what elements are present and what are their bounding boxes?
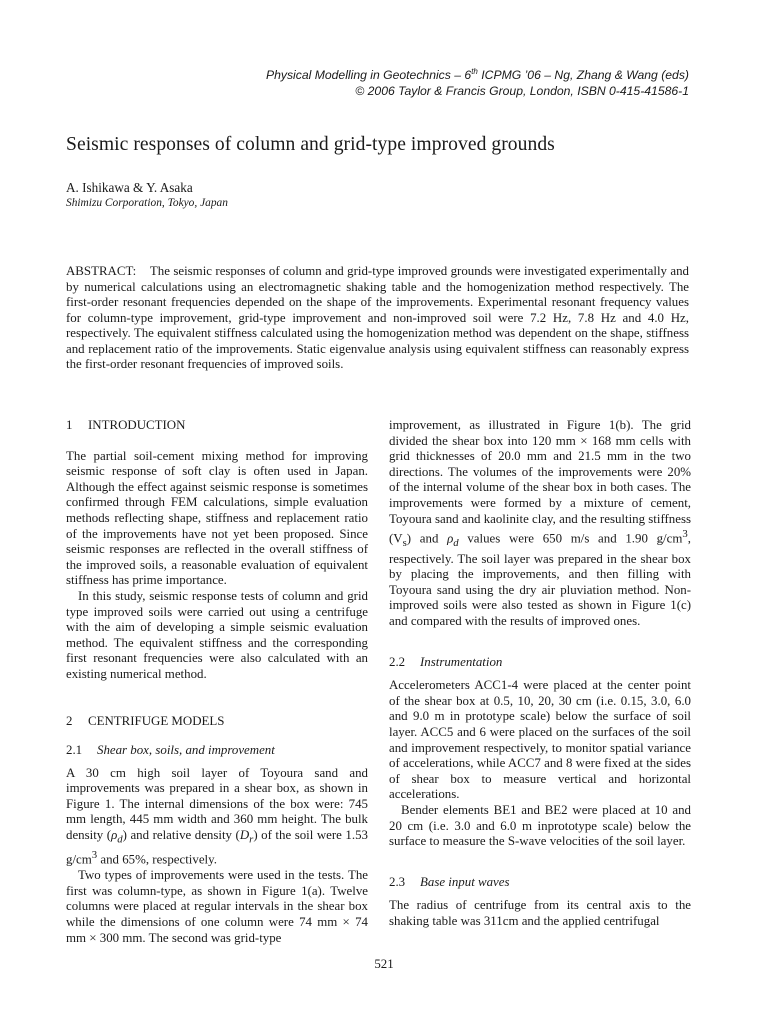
running-header (266, 64, 689, 99)
intro-paragraph-1: The partial soil-cement mixing method for improving seismic response of soft clay is often used in Japan. Although the effect against seismic response is sometimes confirmed through FEM calculations, simple evaluation methods reflecting shape, stiffness and replacement ratio of the improvements have not yet been proposed. Since seismic responses are reflected in the overall stiffness of the improved soils, a reasonable evaluation of equivalent stiffness has prime importance. (66, 448, 368, 588)
abstract-text: The seismic responses of column and grid-type improved grounds were investigated experimentally and by numerical calculations using an electromagnetic shaking table and the homogenization method respectively. The first-order resonant frequencies depended on the shape of the improvements. Experimental resonant frequency values for column-type improvement, grid-type improvement and non-improved soil were 7.2 Hz, 7.8 Hz and 4.0 Hz, respectively. The equivalent stiffness calculated using the homogenization method was dependent on the shape, stiffness and replacement ratio of the improvements. Static eigenvalue analysis using equivalent stiffness can reasonably express the first-order resonant frequencies of improved soils. (66, 264, 689, 371)
subsection-heading-base-input-waves: 2.3 Base input waves (389, 874, 510, 889)
paper-authors: A. Ishikawa & Y. Asaka (66, 180, 193, 195)
abstract (66, 264, 689, 373)
subsection-heading-shear-box: 2.1 Shear box, soils, and improvement (66, 743, 275, 758)
author-affiliation: Shimizu Corporation, Tokyo, Japan (66, 197, 228, 209)
instrumentation-paragraph-1: Accelerometers ACC1-4 were placed at the center point of the shear box at 0.5, 10, 20, 30 cm (i.e. 0.15, 3.0, 6.0 and 9.0 m in prototype scale) below the surface of soil layer. ACC5 and 6 were placed on the surfaces of the soil and improvement respectively, to monitor spatial variance of accelerations, while ACC7 and 8 were fixed at the sides of shear box to measure vertical and horizontal accelerations. (389, 678, 691, 802)
instrumentation-paragraph-2: Bender elements BE1 and BE2 were placed at 10 and 20 cm (i.e. 3.0 and 6.0 m inprototype scale) below the surface to measure the S-wave velocities of the soil layer. (389, 802, 691, 849)
shear-box-paragraph-1: A 30 cm high soil layer of Toyoura sand and improvements was prepared in a shear box, as shown in Figure 1. The internal dimensions of the box were: 745 mm length, 445 mm width and 360 mm height. The bulk density $(\rho_d)$ and relative density $(D_r)$ of the soil were 1.53 $g/cm^3$ and 65%, respectively. (66, 765, 368, 867)
base-input-waves-paragraph: The radius of centrifuge from its central axis to the shaking table was 311cm and the applied centrifugal (389, 898, 691, 928)
section-heading-centrifuge-models: 2 CENTRIFUGE MODELS (66, 713, 225, 728)
improvement-paragraph: improvement, as illustrated in Figure 1(b). The grid divided the shear box into 120 mm × 168 mm cells with grid thicknesses of 20.0 mm and 21.5 mm in the two directions. The volumes of the improvements were 20% of the internal volume of the shear box in both cases. The improvements were formed by a mixture of cement, Toyoura sand and kaolinite clay, and the resulting stiffness $(V_s)$ and $\rho_d$ values were 650 m/s and 1.90 $g/cm^3$, respectively. The soil layer was prepared in the shear box by placing the improvements, and then filling with Toyoura sand using the dry air pluviation method. Non-improved soils were also tested as shown in Figure 1(c) and compared with the results of improved ones. (389, 418, 691, 628)
left-column (66, 418, 368, 946)
abstract-label: ABSTRACT: (66, 264, 137, 278)
header-copyright-line: © 2006 Taylor & Francis Group, London, ISBN 0-415-41586-1 (355, 83, 689, 98)
right-column (389, 418, 691, 930)
header-proceedings-line: Physical Modelling in Geotechnics – 6th ICPMG ’06 – Ng, Zhang & Wang (eds) (265, 67, 689, 83)
page-number: 521 (374, 957, 394, 971)
shear-box-paragraph-2: Two types of improvements were used in the tests. The first was column-type, as shown in Figure 1(a). Twelve columns were placed at regular intervals in the shear box while the dimensions of one column were 74 mm × 74 mm × 300 mm. The second was grid-type (66, 868, 368, 945)
paper-title: Seismic responses of column and grid-type improved grounds (66, 134, 555, 155)
intro-paragraph-2: In this study, seismic response tests of column and grid type improved soils were carried out using a centrifuge with the aim of developing a simple seismic evaluation method. The equivalent stiffness and the corresponding first resonant frequencies were also calculated with an existing numerical method. (66, 588, 368, 681)
subsection-heading-instrumentation: 2.2 Instrumentation (389, 654, 503, 669)
section-heading-introduction: 1 INTRODUCTION (66, 418, 186, 432)
